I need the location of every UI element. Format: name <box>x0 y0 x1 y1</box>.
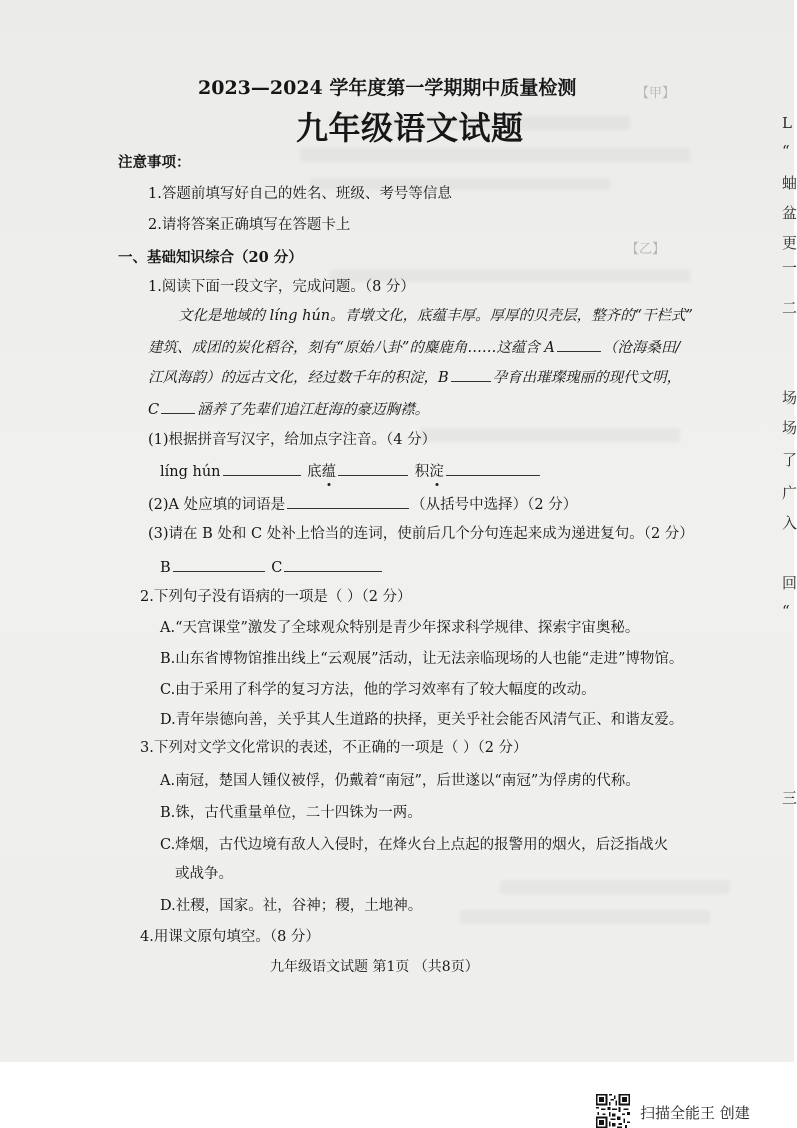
passage-line <box>148 337 680 357</box>
sub-question-2 <box>148 494 577 514</box>
scan-bleed <box>300 148 690 162</box>
edge-fragment: 一 <box>782 259 797 277</box>
answer-blank <box>446 461 540 476</box>
word-char: 底 <box>307 464 322 480</box>
bleed-mark-jia: 【甲】 <box>636 86 676 101</box>
option-continuation: 或战争。 <box>175 866 233 882</box>
page-footer: 九年级语文试题 第1页 （共8页） <box>270 959 479 975</box>
scan-bleed <box>500 880 730 894</box>
question-2-heading: 2.下列句子没有语病的一项是（ ）（2 分） <box>140 589 412 605</box>
blank-label: C <box>271 560 283 576</box>
option: C.烽烟，古代边境有敌人入侵时，在烽火台上点起的报警用的烟火，后泛指战火 <box>160 837 669 853</box>
passage-text: C <box>148 402 160 418</box>
passage-line: 文化是地域的 líng hún。青墩文化，底蕴丰厚。厚厚的贝壳层，整齐的“干栏式” <box>178 308 693 324</box>
option: D.社稷，国家。社，谷神；稷，土地神。 <box>160 898 423 914</box>
edge-fragment: 了 <box>782 451 797 469</box>
sub-question-3: (3)请在 B 处和 C 处补上恰当的连词，使前后几个分句连起来成为递进复句。（2 分） <box>148 526 694 542</box>
option: B.山东省博物馆推出线上“云观展”活动，让无法亲临现场的人也能“走进”博物馆。 <box>160 651 684 667</box>
edge-fragment: 二 <box>782 299 797 317</box>
option: C.由于采用了科学的复习方法，他的学习效率有了较大幅度的改动。 <box>160 682 596 698</box>
exam-title: 2023—2024 学年度第一学期期中质量检测 <box>198 77 577 99</box>
edge-fragment: 入 <box>782 514 797 532</box>
question-3-heading: 3.下列对文学文化常识的表述，不正确的一项是（ ）（2 分） <box>140 740 528 756</box>
edge-fragment: “ <box>782 142 790 160</box>
pinyin: líng hún <box>160 464 221 480</box>
option: A.南冠，楚国人锺仪被俘，仍戴着“南冠”，后世遂以“南冠”为俘虏的代称。 <box>160 773 640 789</box>
passage-line <box>148 399 429 419</box>
answer-blank-b <box>451 367 491 382</box>
passage-text: 涵养了先辈们追江赶海的豪迈胸襟。 <box>197 402 430 418</box>
sub-question-1: (1)根据拼音写汉字，给加点字注音。（4 分） <box>148 432 437 448</box>
note-item: 2.请将答案正确填写在答题卡上 <box>148 217 351 233</box>
passage-text: 孕育出璀璨瑰丽的现代文明， <box>492 370 682 386</box>
answer-blank <box>223 461 301 476</box>
edge-fragment: 蚰 <box>782 174 797 192</box>
edge-fragment: 三 <box>782 789 797 807</box>
sub-question-1-answers <box>160 461 542 481</box>
passage-text: 建筑、成团的炭化稻谷，刻有“原始八卦”的麋鹿角……这蕴含 A <box>148 340 555 356</box>
qr-code-icon <box>596 1094 630 1128</box>
section-heading: 一、基础知识综合（20 分） <box>118 249 303 266</box>
blank-label: B <box>160 560 171 576</box>
option: A.“天宫课堂”激发了全球观众特别是青少年探求科学规律、探索宇宙奥秘。 <box>160 620 640 636</box>
sub-question-text: (2)A 处应填的词语是 <box>148 497 286 513</box>
passage-line <box>148 367 681 387</box>
edge-fragment: 更 <box>782 234 797 252</box>
edge-fragment: 广 <box>782 484 797 502</box>
option: D.青年崇德向善，关乎其人生道路的抉择，更关乎社会能否风清气正、和谐友爱。 <box>160 712 684 728</box>
answer-blank <box>284 557 382 572</box>
edge-fragment: 场 <box>782 389 797 407</box>
edge-fragment: 盆 <box>782 204 797 222</box>
scanner-watermark: 扫描全能王 创建 <box>640 1104 750 1122</box>
edge-fragment: 回 <box>782 574 797 592</box>
dotted-char: 蕴 <box>321 464 337 480</box>
passage-text: 江风海韵）的远古文化，经过数千年的积淀，B <box>148 370 449 386</box>
bleed-mark-yi: 【乙】 <box>626 242 666 257</box>
edge-fragment: 场 <box>782 419 797 437</box>
option: B.铢，古代重量单位，二十四铢为一两。 <box>160 805 422 821</box>
exam-subtitle: 九年级语文试题 <box>296 109 524 147</box>
answer-blank <box>287 494 409 509</box>
edge-fragment: “ <box>782 602 790 620</box>
answer-blank-a <box>557 337 601 352</box>
dotted-char: 淀 <box>429 464 444 480</box>
adjacent-page-edge <box>781 0 797 1060</box>
sub-question-3-answers <box>160 557 384 577</box>
answer-blank-c <box>161 399 195 414</box>
sub-question-text: （从括号中选择）（2 分） <box>411 497 578 513</box>
note-item: 1.答题前填写好自己的姓名、班级、考号等信息 <box>148 186 452 202</box>
notes-heading: 注意事项： <box>118 154 191 171</box>
edge-fragment: L <box>782 114 792 132</box>
word-char: 积 <box>414 464 430 480</box>
passage-text: （沧海桑田/ <box>602 340 681 356</box>
answer-blank <box>338 461 408 476</box>
scan-bleed <box>460 910 710 924</box>
scan-bleed <box>420 428 680 442</box>
answer-blank <box>173 557 265 572</box>
question-1-heading: 1.阅读下面一段文字，完成问题。（8 分） <box>148 279 415 295</box>
question-4-heading: 4.用课文原句填空。（8 分） <box>140 929 320 945</box>
